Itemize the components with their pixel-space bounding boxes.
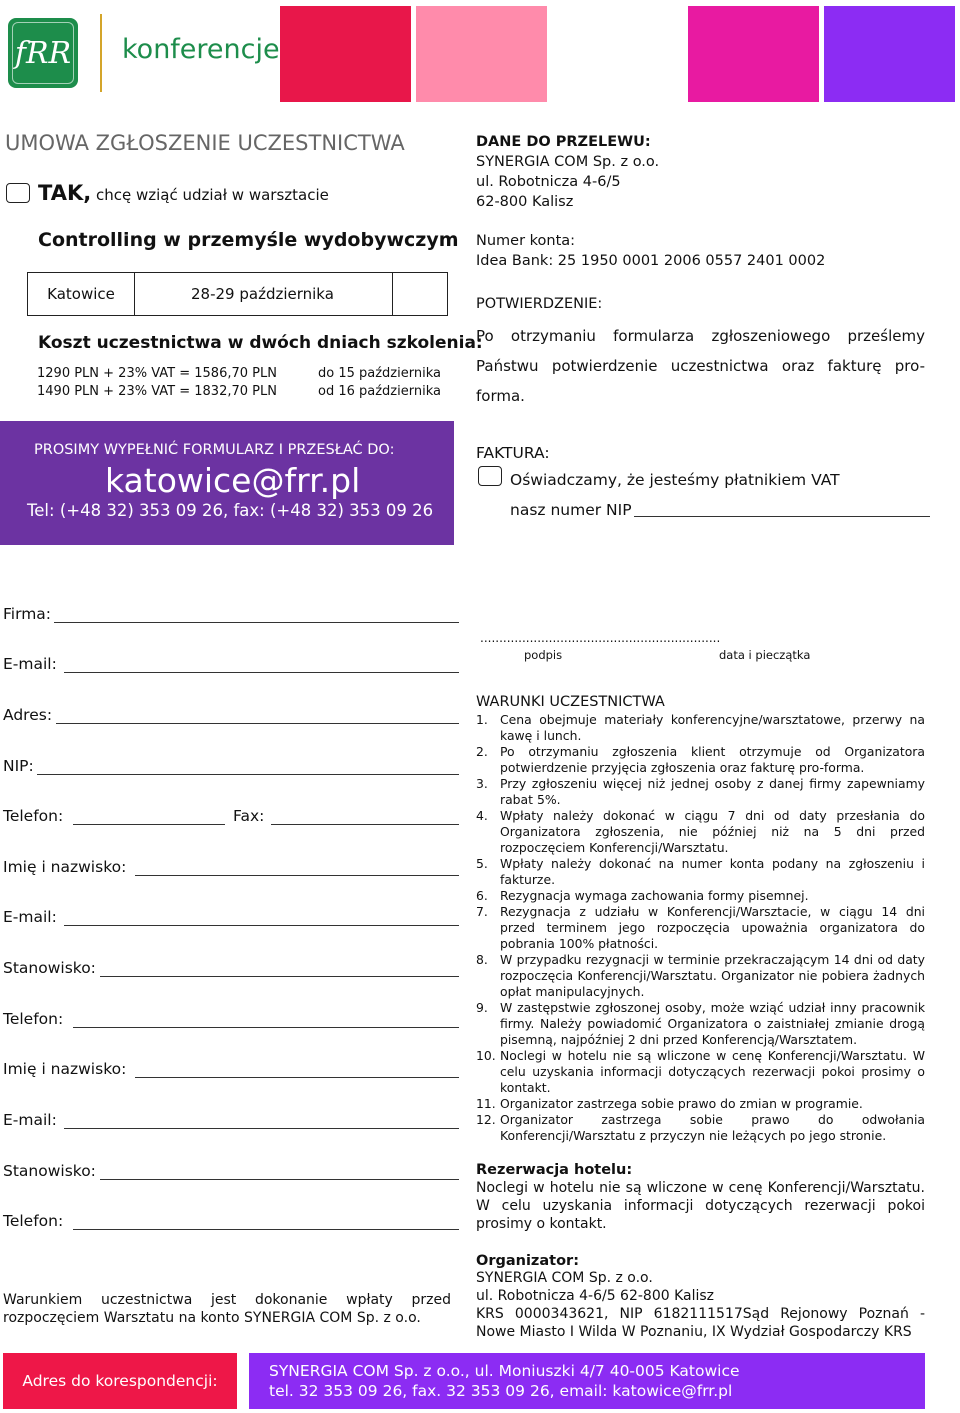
organizer-address: ul. Robotnicza 4-6/5 62-800 Kalisz <box>476 1288 715 1304</box>
terms-item: 5. Wpłaty należy dokonać na numer konta podany na zgłoszeniu i fakturze. <box>476 856 925 887</box>
terms-list <box>476 712 925 1144</box>
terms-item: 10. Noclegi w hotelu nie są wliczone w cenę Konferencji/Warsztatu. W celu uzyskania informacji dotyczących rezerwacji pokoi prosimy o kontakt. <box>476 1048 925 1095</box>
participant-name-line[interactable] <box>135 1077 459 1078</box>
company-input-line[interactable] <box>54 622 459 623</box>
vat-statement: Oświadczamy, że jesteśmy płatnikiem VAT <box>510 471 840 489</box>
terms-item: 6. Rezygnacja wymaga zachowania formy pisemnej. <box>476 888 809 903</box>
phone-label: Telefon: <box>3 807 64 825</box>
terms-item: 9. W zastępstwie zgłoszonej osoby, może wziąć udział inny pracownik firmy. Należy powiadomić Organizatora o zaistniałej zmianie drogą pisemną, najpóźniej 2 dni przed Konferencją/Warsztatem. <box>476 1000 925 1047</box>
cost-heading: Koszt uczestnictwa w dwóch dniach szkolenia: <box>38 333 483 353</box>
participation-statement: TAK, chcę wziąć udział w warsztacie <box>38 181 329 205</box>
terms-item: 7. Rezygnacja z udziału w Konferencji/Warsztacie, w ciągu 14 dni przed terminem jego rozpoczęcia upoważnia organizatora do pobrania 100% płatności. <box>476 904 925 951</box>
organizer-heading: Organizator: <box>476 1253 580 1269</box>
company-label: Firma: <box>3 605 52 623</box>
contact-banner <box>0 421 454 545</box>
correspondence-label: Adres do korespondencji: <box>3 1353 237 1409</box>
transfer-street: ul. Robotnicza 4-6/5 <box>476 174 621 190</box>
color-block-red <box>280 6 411 102</box>
stamp-label: data i pieczątka <box>719 648 811 662</box>
terms-item: 8. W przypadku rezygnacji w terminie przekraczającym 14 dni od daty rozpoczęcia Konferencji/Warsztatu. Organizator nie pobiera żadnych opłat manipulacyjnych. <box>476 952 925 999</box>
organizer-registry: KRS 0000343621, NIP 6182111517Sąd Rejonowy Poznań - Nowe Miasto I Wilda W Poznaniu, IX Wydział Gospodarczy KRS <box>476 1306 925 1340</box>
price-amount: 1490 PLN + 23% VAT = 1832,70 PLN <box>37 384 277 399</box>
nip-label: nasz numer NIP <box>510 501 632 519</box>
color-block-pink <box>416 6 547 102</box>
nip-field-label: NIP: <box>3 757 34 775</box>
transfer-company: SYNERGIA COM Sp. z o.o. <box>476 154 660 170</box>
contact-phone: Tel: (+48 32) 353 09 26, fax: (+48 32) 353 09 26 <box>27 501 434 520</box>
address-input-line[interactable] <box>56 723 459 724</box>
terms-item: 12. Organizator zastrzega sobie prawo do odwołania Konferencji/Warsztatu z przyczyn nie leżących po jego stronie. <box>476 1112 925 1143</box>
account-number: Idea Bank: 25 1950 0001 2006 0557 2401 0002 <box>476 253 826 269</box>
hotel-heading: Rezerwacja hotelu: <box>476 1162 633 1178</box>
participant-position-label: Stanowisko: <box>3 959 96 977</box>
logo-divider <box>100 14 102 92</box>
participant-email-label: E-mail: <box>3 1111 57 1129</box>
nip-input-line[interactable] <box>634 516 930 517</box>
nip-field-line[interactable] <box>37 774 459 775</box>
price-deadline: do 15 października <box>318 366 441 381</box>
terms-item: 4. Wpłaty należy dokonać w ciągu 7 dni od daty przesłania do Organizatora zgłoszenia, nie później niż na 5 dni przed rozpoczęciem Konferencji/Warsztatu. <box>476 808 925 855</box>
invoice-heading: FAKTURA: <box>476 444 550 462</box>
event-info-table <box>27 272 448 316</box>
correspondence-line: tel. 32 353 09 26, fax. 32 353 09 26, email: katowice@frr.pl <box>269 1382 733 1400</box>
participant-name-label: Imię i nazwisko: <box>3 858 127 876</box>
document-title: UMOWA ZGŁOSZENIE UCZESTNICTWA <box>5 131 405 155</box>
participant-phone-label: Telefon: <box>3 1212 64 1230</box>
account-label: Numer konta: <box>476 233 576 249</box>
payment-condition: Warunkiem uczestnictwa jest dokonanie wpłaty przed rozpoczęciem Warsztatu na konto SYNERGIA COM Sp. z o.o. <box>3 1292 451 1326</box>
participant-phone-line[interactable] <box>73 1229 459 1230</box>
send-instruction: PROSIMY WYPEŁNIĆ FORMULARZ I PRZESŁAĆ DO: <box>34 442 395 458</box>
signature-line: ............................................................... <box>480 631 721 645</box>
signature-label: podpis <box>524 648 563 662</box>
event-extra-cell <box>393 273 447 315</box>
participant-position-line[interactable] <box>100 1179 459 1180</box>
participation-checkbox[interactable] <box>6 183 30 203</box>
fax-label: Fax: <box>233 807 265 825</box>
terms-item: 3. Przy zgłoszeniu więcej niż jednej osoby z danej firmy zapewniamy rabat 5%. <box>476 776 925 807</box>
participant-phone-line[interactable] <box>73 1027 459 1028</box>
confirm-text: Po otrzymaniu formularza zgłoszeniowego prześlemy Państwu potwierdzenie uczestnictwa oraz fakturę pro-forma. <box>476 327 925 405</box>
terms-item: 11. Organizator zastrzega sobie prawo do zmian w programie. <box>476 1096 863 1111</box>
course-title: Controlling w przemyśle wydobywczym <box>38 229 459 251</box>
participant-email-label: E-mail: <box>3 908 57 926</box>
confirm-heading: POTWIERDZENIE: <box>476 296 603 312</box>
brand-name: konferencje <box>122 34 280 65</box>
participant-name-line[interactable] <box>135 875 459 876</box>
price-amount: 1290 PLN + 23% VAT = 1586,70 PLN <box>37 366 277 381</box>
organizer-name: SYNERGIA COM Sp. z o.o. <box>476 1270 653 1286</box>
contact-email-link[interactable]: katowice@frr.pl <box>105 461 361 500</box>
terms-heading: WARUNKI UCZESTNICTWA <box>476 694 665 710</box>
terms-item: 1. Cena obejmuje materiały konferencyjne/warsztatowe, przerwy na kawę i lunch. <box>476 712 925 743</box>
participant-email-line[interactable] <box>64 925 459 926</box>
vat-checkbox[interactable] <box>478 466 502 486</box>
frr-logo: fRR <box>8 18 78 88</box>
participant-name-label: Imię i nazwisko: <box>3 1060 127 1078</box>
fax-input-line[interactable] <box>271 824 459 825</box>
price-deadline: od 16 października <box>318 384 441 399</box>
participant-position-line[interactable] <box>100 976 459 977</box>
transfer-city: 62-800 Kalisz <box>476 194 574 210</box>
email-input-line[interactable] <box>64 672 459 673</box>
color-block-violet <box>824 6 955 102</box>
event-city: Katowice <box>28 273 135 315</box>
event-dates: 28-29 października <box>135 273 393 315</box>
phone-input-line[interactable] <box>73 824 225 825</box>
participant-position-label: Stanowisko: <box>3 1162 96 1180</box>
correspondence-address <box>249 1353 925 1409</box>
terms-item: 2. Po otrzymaniu zgłoszenia klient otrzymuje od Organizatora potwierdzenie przyjęcia zgłoszenia oraz fakturę pro-forma. <box>476 744 925 775</box>
color-block-magenta <box>688 6 819 102</box>
correspondence-line: SYNERGIA COM Sp. z o.o., ul. Moniuszki 4/7 40-005 Katowice <box>269 1362 740 1380</box>
address-label: Adres: <box>3 706 53 724</box>
transfer-heading: DANE DO PRZELEWU: <box>476 134 651 150</box>
participant-email-line[interactable] <box>64 1128 459 1129</box>
hotel-text: Noclegi w hotelu nie są wliczone w cenę Konferencji/Warsztatu. W celu uzyskania informacji dotyczących rezerwacji pokoi prosimy o kontakt. <box>476 1180 925 1232</box>
email-label: E-mail: <box>3 655 57 673</box>
participant-phone-label: Telefon: <box>3 1010 64 1028</box>
